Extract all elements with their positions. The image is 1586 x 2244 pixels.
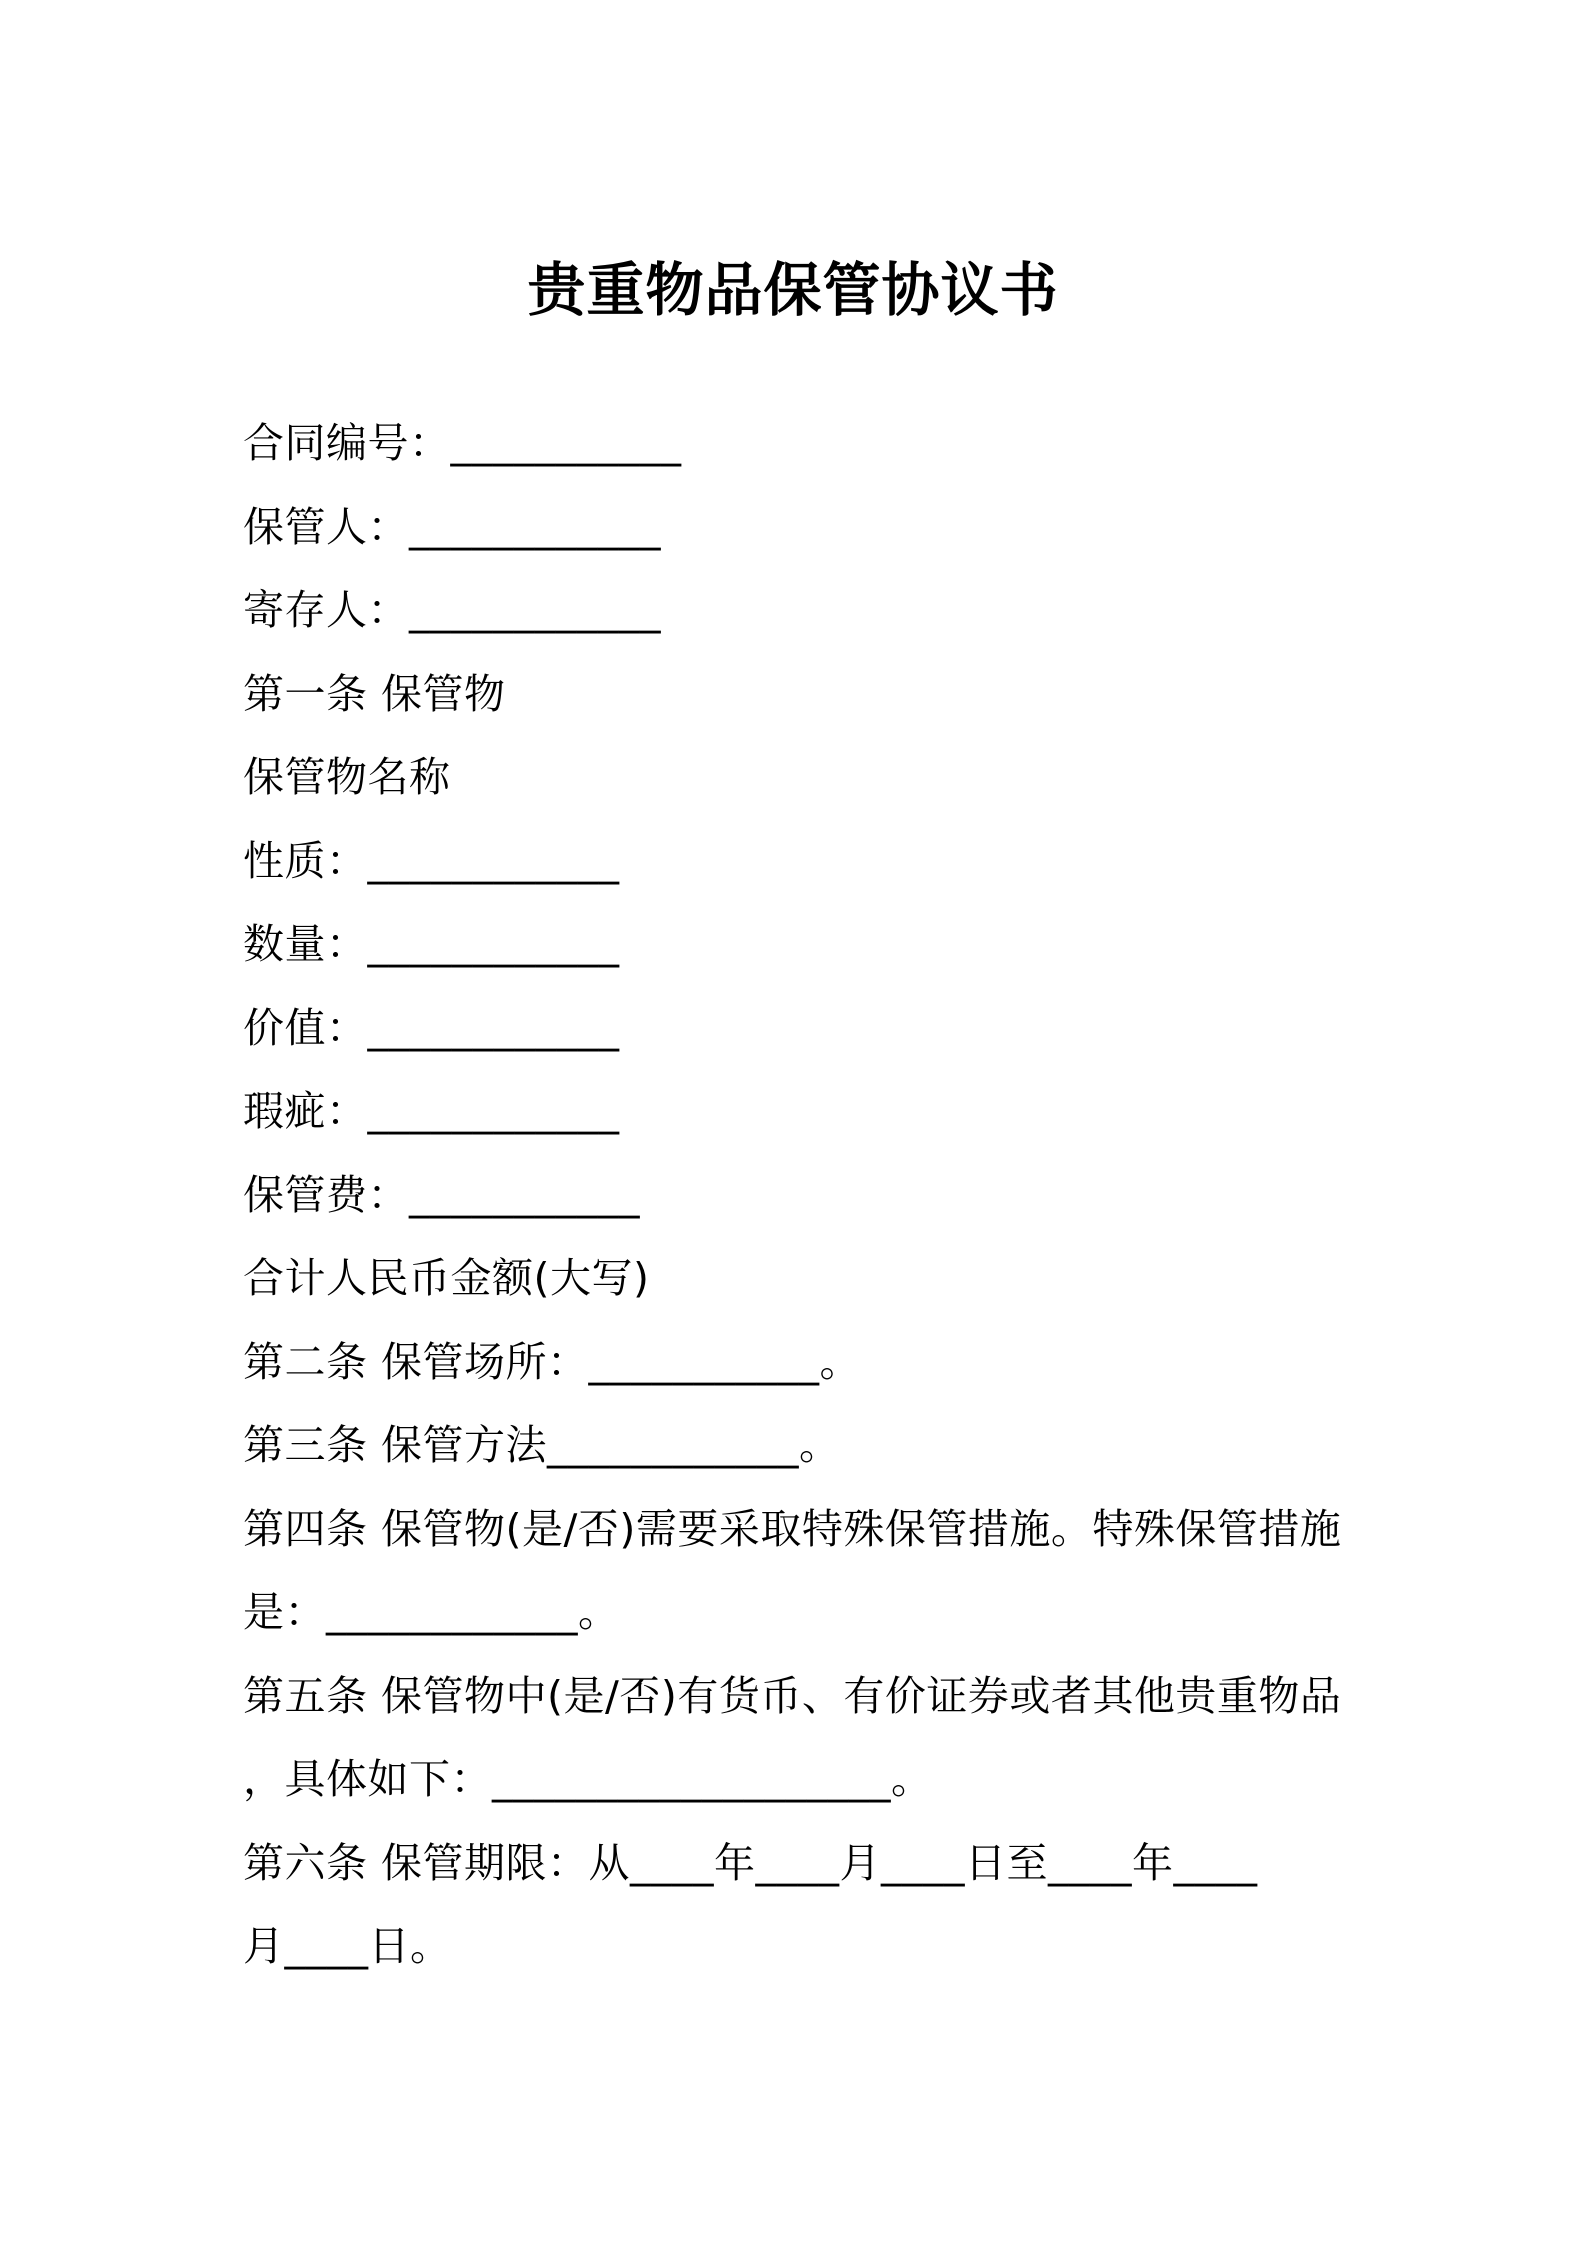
article-1-heading: 第一条 保管物 bbox=[243, 669, 506, 718]
document-body bbox=[243, 402, 1363, 1989]
article-5-line: 第五条 保管物中(是/否)有货币、有价证券或者其他贵重物品 bbox=[243, 1671, 1342, 1720]
depositor-line: 寄存人：____________ bbox=[243, 586, 661, 634]
total-amount-line: 合计人民币金额(大写) bbox=[243, 1254, 650, 1302]
article-3-line: 第三条 保管方法____________。 bbox=[243, 1421, 841, 1469]
article-4-line: 第四条 保管物(是/否)需要采取特殊保管措施。特殊保管措施 bbox=[243, 1504, 1342, 1553]
custodian-line: 保管人：____________ bbox=[243, 502, 661, 551]
custody-fee-line: 保管费：___________ bbox=[243, 1170, 640, 1219]
item-value-line: 价值：____________ bbox=[243, 1003, 620, 1052]
article-4-continuation: 是：____________。 bbox=[243, 1588, 620, 1636]
article-6-continuation: 月____日。 bbox=[243, 1922, 452, 1970]
document-title: 贵重物品保管协议书 bbox=[527, 256, 1059, 324]
item-defects-line: 瑕疵：____________ bbox=[243, 1087, 620, 1135]
item-nature-line: 性质：____________ bbox=[243, 836, 620, 885]
contract-number-line: 合同编号：___________ bbox=[243, 419, 682, 467]
article-2-line: 第二条 保管场所：___________。 bbox=[243, 1337, 862, 1386]
article-6-line: 第六条 保管期限：从____年____月____日至____年____ bbox=[243, 1838, 1258, 1887]
article-5-continuation: ，具体如下：___________________。 bbox=[243, 1755, 933, 1803]
item-name-line: 保管物名称 bbox=[243, 753, 451, 801]
item-quantity-line: 数量：____________ bbox=[243, 920, 620, 968]
